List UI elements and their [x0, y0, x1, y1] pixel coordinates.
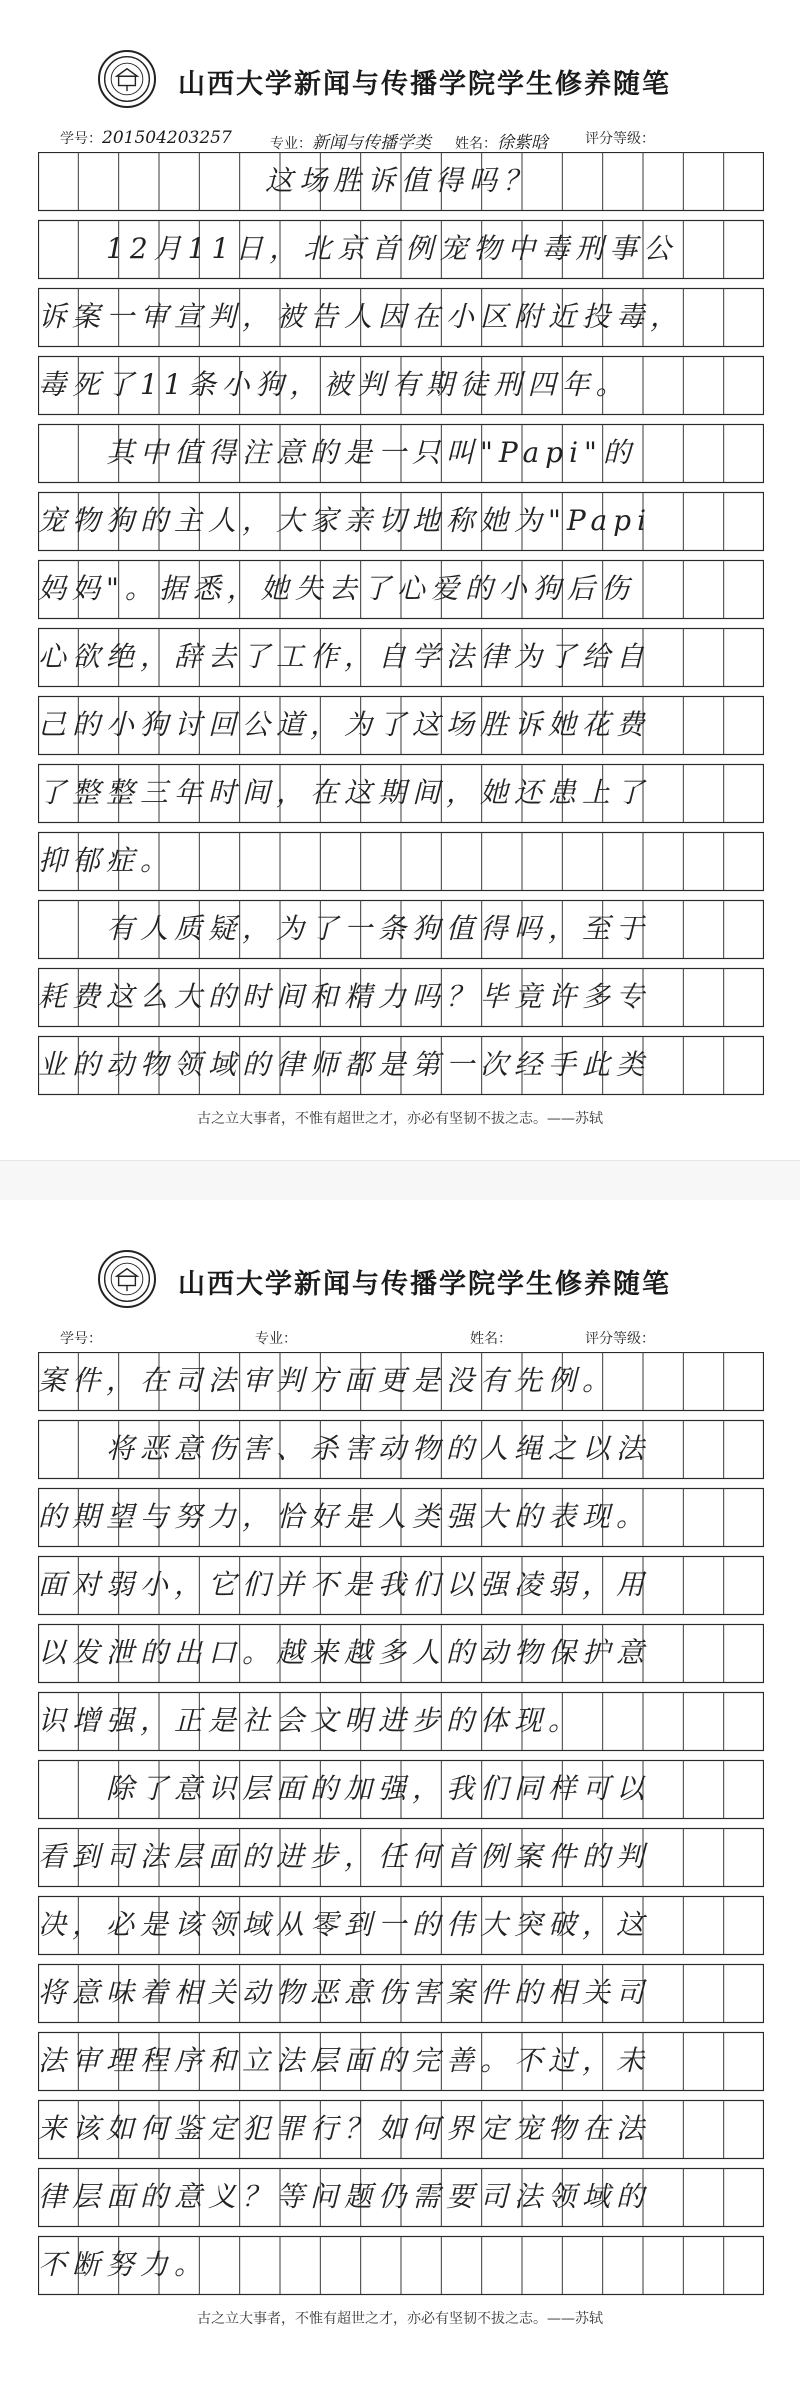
essay-line: 毒死了11条小狗，被判有期徒刑四年。	[38, 368, 630, 401]
essay-line: 来该如何鉴定犯罪行？如何界定宠物在法	[38, 2112, 651, 2145]
page-header	[0, 20, 800, 130]
major-field	[255, 1328, 297, 1348]
student-id-field	[60, 1328, 102, 1348]
essay-line: 抑郁症。	[38, 844, 175, 877]
page-separator	[0, 1160, 800, 1202]
essay-line: 面对弱小，它们并不是我们以强凌弱，用	[38, 1568, 651, 1601]
essay-line: 宠物狗的主人，大家亲切地称她为"Papi	[38, 504, 653, 537]
university-seal-logo	[98, 1250, 156, 1308]
essay-page-1	[0, 0, 800, 1160]
essay-line: 12月11日，北京首例宠物中毒刑事公	[38, 232, 678, 265]
essay-line: 己的小狗讨回公道，为了这场胜诉她花费	[38, 708, 651, 741]
essay-line: 有人质疑，为了一条狗值得吗，至于	[38, 912, 651, 945]
name-label: 姓名：	[470, 1331, 512, 1347]
student-id-field	[60, 128, 232, 148]
footer-quote: 古之立大事者，不惟有超世之才，亦必有坚韧不拔之志。——苏轼	[197, 1111, 603, 1127]
essay-line: 业的动物领域的律师都是第一次经手此类	[38, 1048, 651, 1081]
essay-line: 的期望与努力，恰好是人类强大的表现。	[38, 1500, 651, 1533]
essay-line: 案件，在司法审判方面更是没有先例。	[38, 1364, 617, 1397]
grade-label: 评分等级：	[585, 1331, 655, 1347]
essay-line: 将意味着相关动物恶意伤害案件的相关司	[38, 1976, 651, 2009]
essay-line: 识增强，正是社会文明进步的体现。	[38, 1704, 583, 1737]
name-field	[470, 1328, 512, 1348]
major-field	[270, 128, 431, 153]
grade-field	[585, 128, 655, 148]
essay-heading: 这场胜诉值得吗？	[264, 164, 537, 197]
essay-page-2	[0, 1200, 800, 2360]
student-id-label: 学号：	[60, 1331, 102, 1347]
grade-label: 评分等级：	[585, 131, 655, 147]
essay-line: 诉案一审宣判，被告人因在小区附近投毒，	[38, 300, 685, 333]
major-value: 新闻与传播学类	[312, 133, 431, 153]
university-seal-logo	[98, 50, 156, 108]
essay-line: 其中值得注意的是一只叫"Papi"的	[38, 436, 637, 469]
page-title: 山西大学新闻与传播学院学生修养随笔	[178, 1269, 671, 1300]
essay-line: 决，必是该领域从零到一的伟大突破，这	[38, 1908, 651, 1941]
essay-line: 不断努力。	[38, 2248, 209, 2281]
essay-line: 心欲绝，辞去了工作，自学法律为了给自	[38, 640, 651, 673]
writing-grid	[38, 1352, 764, 2298]
essay-line: 妈妈"。据悉，她失去了心爱的小狗后伤	[38, 572, 635, 605]
grade-field	[585, 1328, 655, 1348]
essay-line: 耗费这么大的时间和精力吗？毕竟许多专	[38, 980, 651, 1013]
page-header	[0, 1220, 800, 1330]
footer-quote: 古之立大事者，不惟有超世之才，亦必有坚韧不拔之志。——苏轼	[197, 2311, 603, 2327]
page-title: 山西大学新闻与传播学院学生修养随笔	[178, 69, 671, 100]
student-id-value: 201504203257	[102, 128, 232, 148]
essay-line: 了整整三年时间，在这期间，她还患上了	[38, 776, 651, 809]
name-field	[455, 128, 548, 153]
essay-line: 法审理程序和立法层面的完善。不过，未	[38, 2044, 651, 2077]
name-value: 徐紫晗	[497, 133, 548, 153]
major-label: 专业：	[255, 1331, 297, 1347]
essay-line: 律层面的意义？等问题仍需要司法领域的	[38, 2180, 651, 2213]
student-id-label: 学号：	[60, 131, 102, 147]
essay-line: 除了意识层面的加强，我们同样可以	[38, 1772, 651, 1805]
writing-grid	[38, 152, 764, 1098]
essay-line: 以发泄的出口。越来越多人的动物保护意	[38, 1636, 651, 1669]
name-label: 姓名：	[455, 136, 497, 152]
major-label: 专业：	[270, 136, 312, 152]
essay-line: 将恶意伤害、杀害动物的人绳之以法	[38, 1432, 651, 1465]
essay-line: 看到司法层面的进步，任何首例案件的判	[38, 1840, 651, 1873]
